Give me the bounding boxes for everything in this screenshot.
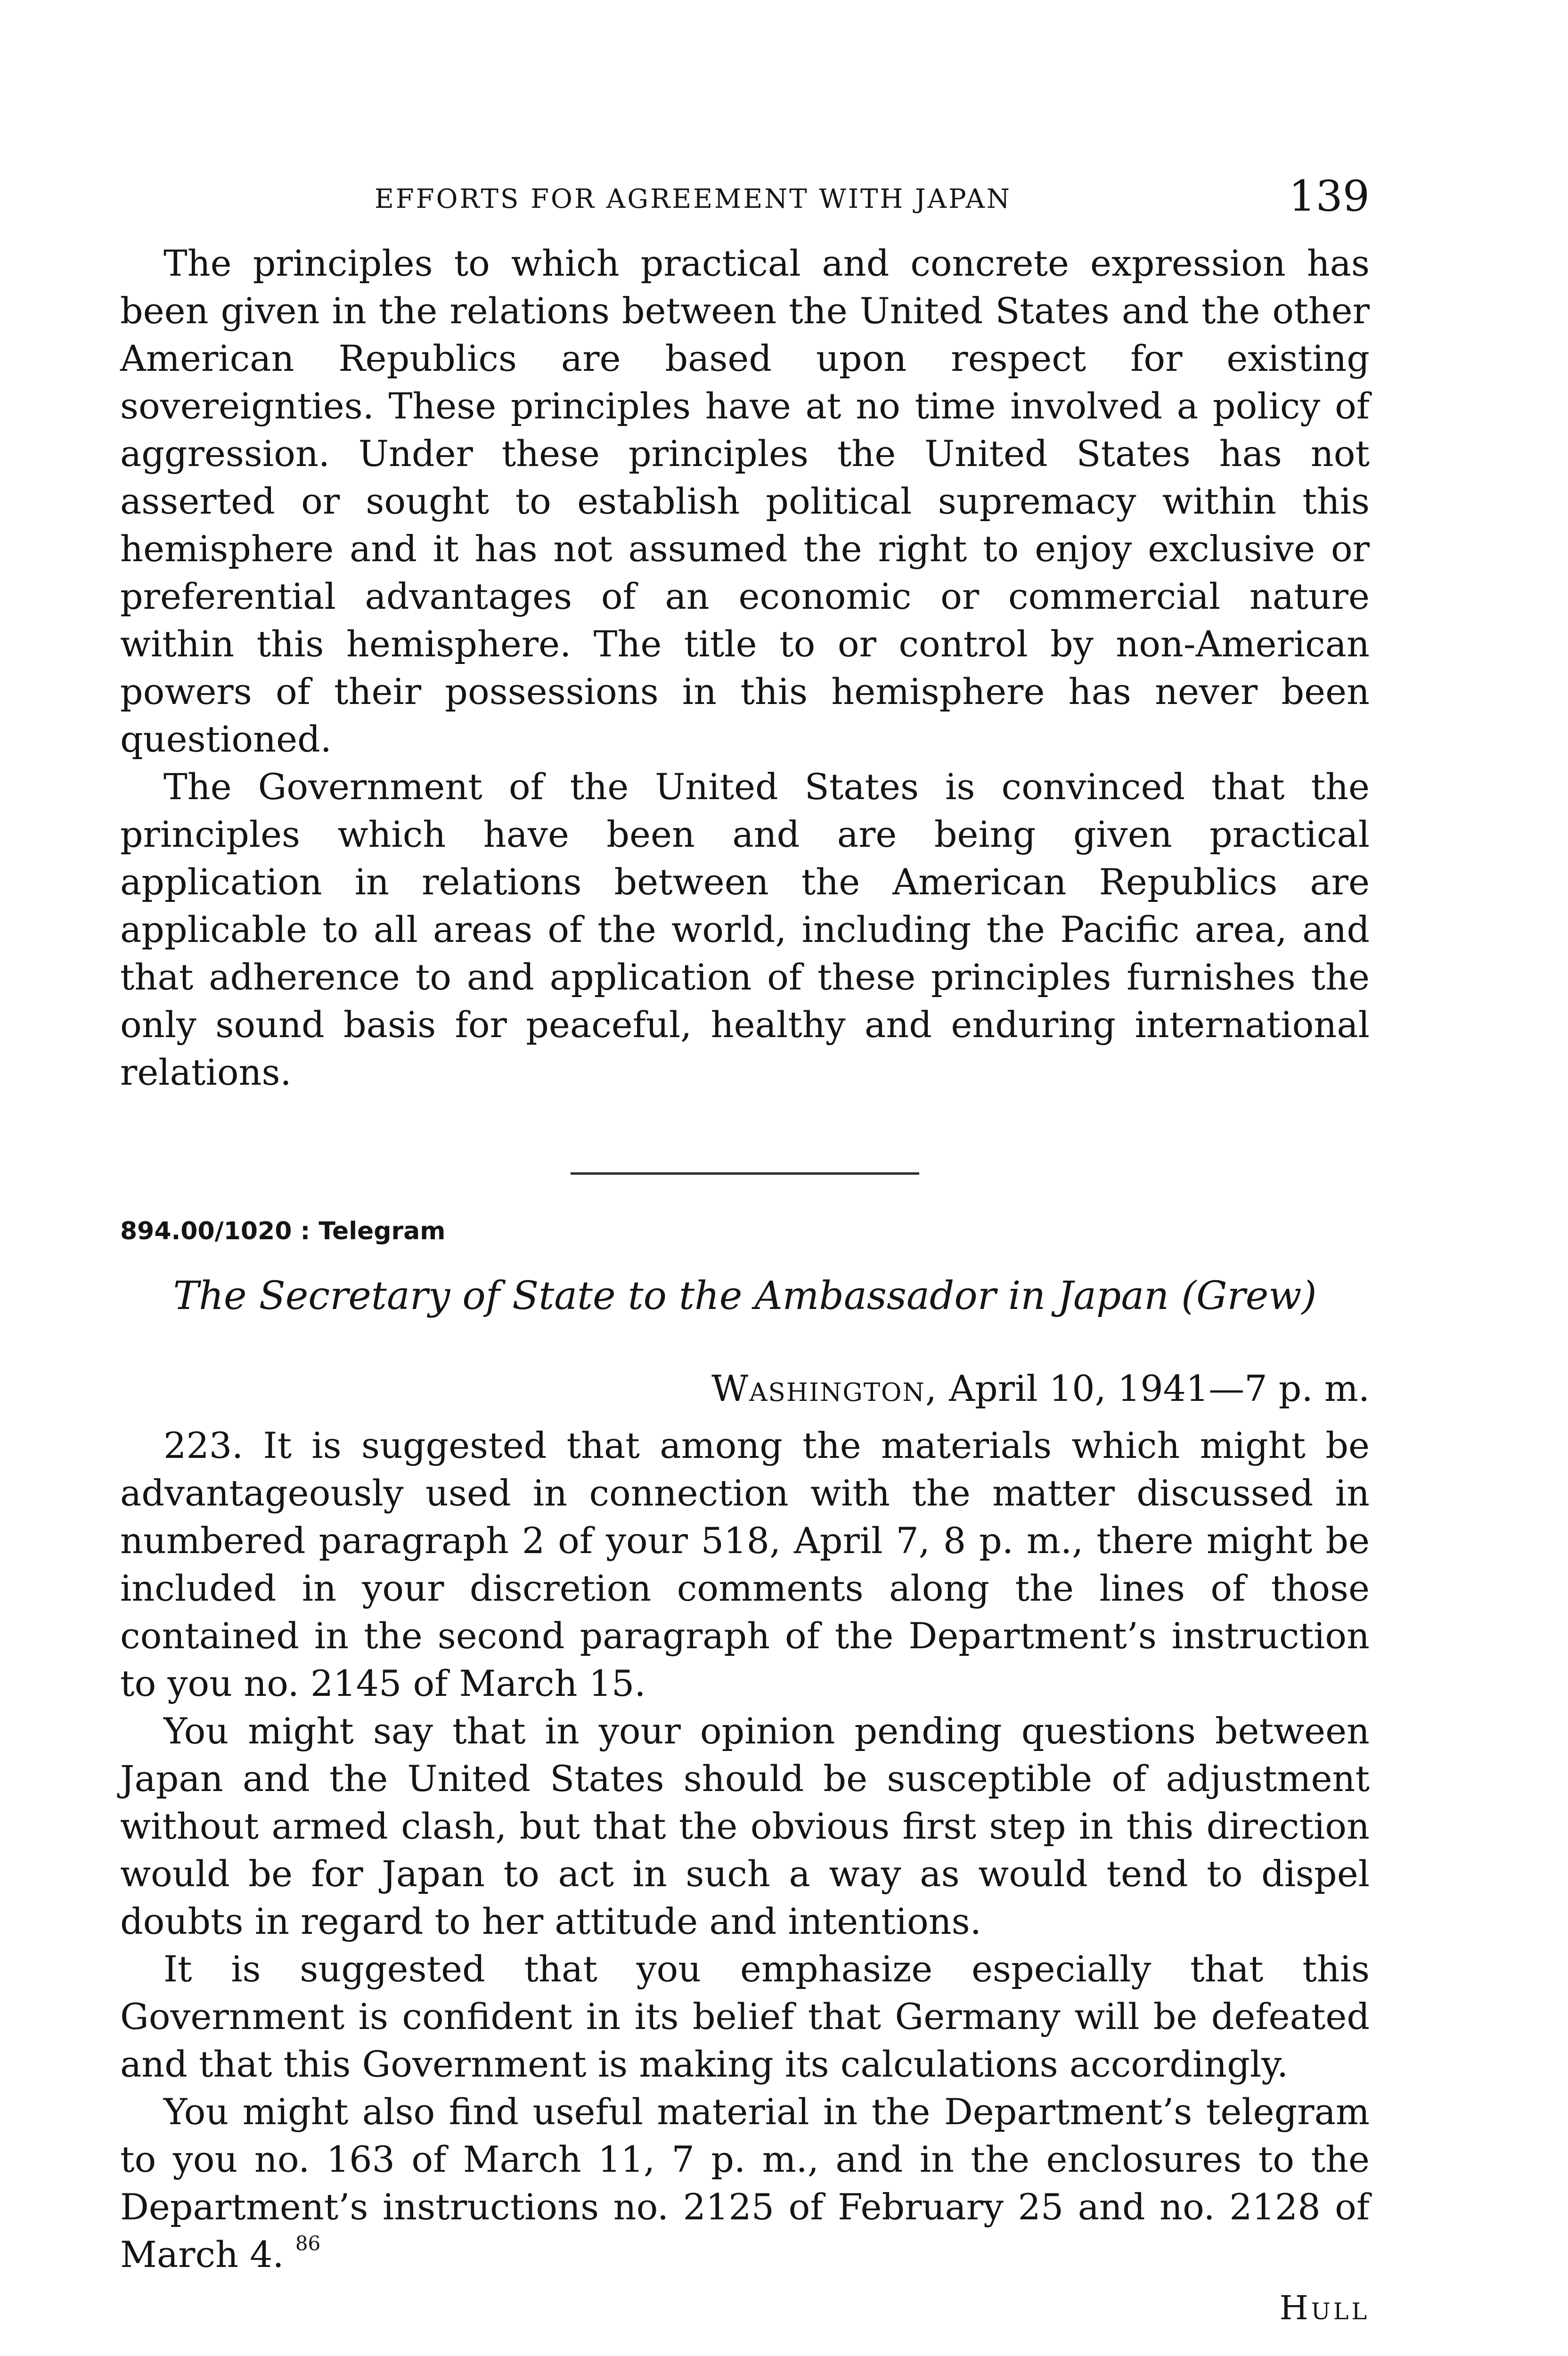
document-page <box>120 172 1370 2356</box>
dateline <box>120 1367 1370 1409</box>
file-reference: 894.00/1020 : Telegram <box>120 1217 446 1245</box>
running-title: EFFORTS FOR AGREEMENT WITH JAPAN <box>375 184 1012 214</box>
section-divider <box>571 1172 919 1175</box>
telegram-paragraph: It is suggested that you emphasize especially that this Government is confident in its belief that Germany will be defeated and that this Government is making its calculations accordingly. <box>120 1948 1370 2085</box>
document-title: The Secretary of State to the Ambassador in Japan (Grew) <box>173 1274 1317 1318</box>
running-head <box>120 172 1370 226</box>
page-number: 139 <box>1289 172 1370 221</box>
body-paragraph: The Government of the United States is convinced that the principles which have been and are being given practical application in relations between the American Republics are applicable to all areas of the world, including the Pacific area, and that adherence to and application of these principles furnishes the only sound basis for peaceful, healthy and enduring international relations. <box>120 766 1370 1093</box>
dateline-date: April 10, 1941—7 p. m. <box>949 1367 1370 1409</box>
signature: Hull <box>1279 2289 1370 2327</box>
body-paragraph: The principles to which practical and concrete expression has been given in the relations between the United States and the other American Republics are based upon respect for existing sovereignties. These principles have at no time involved a policy of aggression. Under these principles the United States has not asserted or sought to establish political supremacy within this hemisphere and it has not assumed the right to enjoy exclusive or preferential advantages of an economic or commercial nature within this hemisphere. The title to or control by non-American powers of their possessions in this hemisphere has never been questioned. <box>120 242 1370 760</box>
dateline-place: Washington, <box>711 1367 938 1409</box>
footnote-reference[interactable]: 86 <box>295 2232 321 2255</box>
telegram-paragraph: You might say that in your opinion pending questions between Japan and the United States should be susceptible of adjustment without armed clash, but that the obvious first step in this direction would be for Japan to act in such a way as would tend to dispel doubts in regard to her attitude and intentions. <box>120 1710 1370 1942</box>
telegram-paragraph-text: You might also find useful material in the Department’s telegram to you no. 163 of March 11, 7 p. m., and in the enclosures to the Department’s instructions no. 2125 of February 25 and no. 2128 of March 4. <box>120 2091 1370 2275</box>
telegram-paragraph-last <box>120 2088 1370 2278</box>
telegram-paragraph: 223. It is suggested that among the materials which might be advantageously used in connection with the matter discussed in numbered paragraph 2 of your 518, April 7, 8 p. m., there might be included in your discretion comments along the lines of those contained in the second paragraph of the Department’s instruction to you no. 2145 of March 15. <box>120 1424 1370 1704</box>
